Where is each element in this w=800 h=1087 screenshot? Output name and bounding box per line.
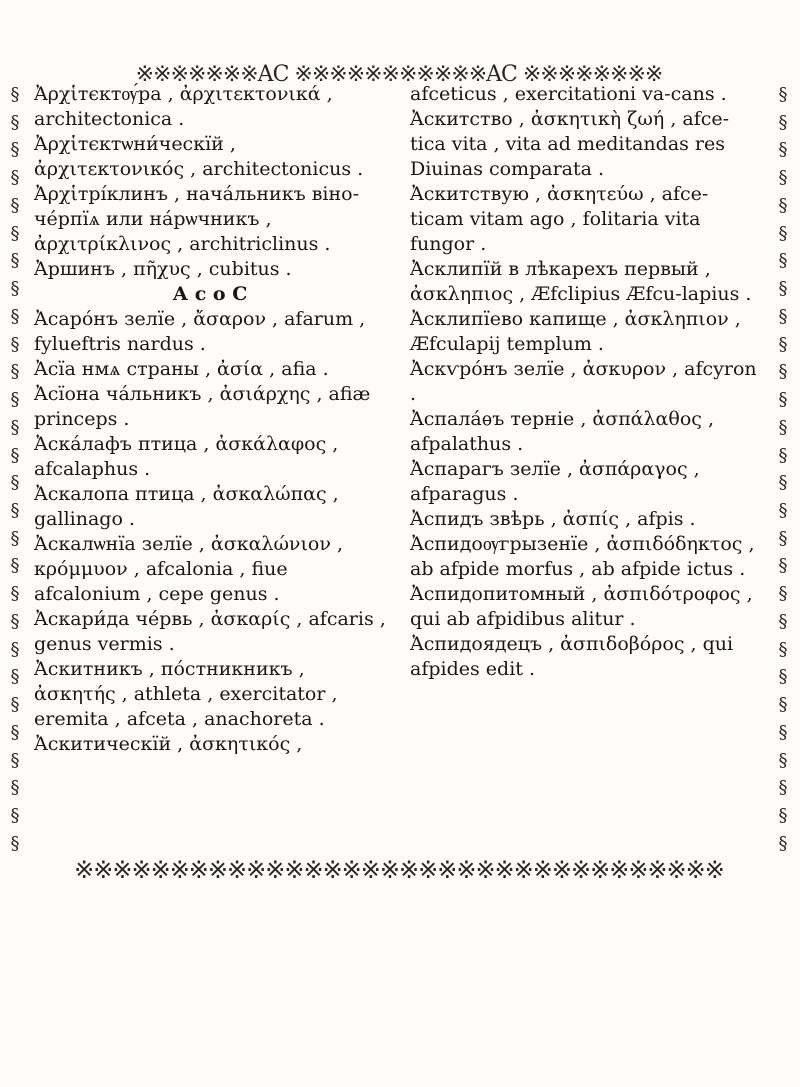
ornament-glyph: § [10, 444, 20, 466]
ornament-glyph: § [778, 500, 788, 522]
ornament-glyph: § [10, 278, 20, 300]
dictionary-entry: Ἀсїона ча́льникъ , ἀσιάρχης , afiæ princeps . [34, 383, 371, 430]
dictionary-entry: Ἀρχἱтєктѡни́ческїй , ἀρχιτεκτονικός , architectonicus . [34, 133, 364, 180]
ornament-glyph: § [778, 111, 788, 133]
dictionary-entry: Ἀспарагъ зелїе , ἀσπάραγος , afparagus . [410, 458, 700, 505]
ornament-glyph: § [778, 278, 788, 300]
ornament-glyph: § [10, 84, 20, 105]
section-heading: А с о С [172, 283, 248, 305]
ornament-glyph: § [10, 777, 20, 799]
ornament-glyph: § [10, 555, 20, 577]
ornament-glyph: § [10, 666, 20, 688]
ornament-glyph: § [10, 361, 20, 383]
ornament-glyph: § [778, 333, 788, 355]
dictionary-entry: Ἀскитствую , ἀσκητεύω , afce-ticam vitam ago , folitaria vita fungor . [410, 183, 709, 255]
ornament-glyph: § [10, 721, 20, 743]
dictionary-entry: Ἀсїа нмѧ страны , ἀσία , afia . [34, 358, 329, 380]
dictionary-entry: Ἀρχἱтєктѹ́ра , ἀρχιτεκτονικά , architectonica . [34, 83, 333, 130]
ornament-glyph: § [10, 832, 20, 854]
dictionary-entry: Ἀскалѡнїа зелїе , ἀσκαλώνιον , κρόμμυον , afcalonia , fiue afcalonium , cepe genus . [34, 533, 344, 605]
ornament-glyph: § [10, 749, 20, 771]
ornament-glyph: § [778, 832, 788, 854]
ornament-glyph: § [778, 777, 788, 799]
dictionary-entry: Ἀскитство , ἀσκητικὴ ζωή , afce-tica vita , vita ad meditandas res Diuinas comparata . [410, 108, 730, 180]
ornament-glyph: § [778, 694, 788, 716]
dictionary-entry: Ἀρχἱтрі́клинъ , нача́льникъ віно-че́рпїѧ или на́рѡчникъ , ἀρχιτρίκλινος , architriclinus . [34, 183, 360, 255]
ornament-glyph: § [778, 222, 788, 244]
dictionary-entry: Ἀскитическїй , ἀσκητικός , [34, 733, 303, 755]
ornament-glyph: § [10, 500, 20, 522]
ornament-glyph: § [778, 805, 788, 827]
ornament-glyph: § [778, 638, 788, 660]
left-ornament-border [4, 84, 26, 854]
ornament-glyph: § [10, 222, 20, 244]
ornament-glyph: § [10, 389, 20, 411]
ornament-glyph: § [778, 361, 788, 383]
ornament-glyph: § [778, 84, 788, 105]
ornament-glyph: § [778, 416, 788, 438]
ornament-glyph: § [778, 749, 788, 771]
dictionary-entry: afceticus , exercitationi va-cans . [410, 83, 727, 105]
ornament-glyph: § [10, 333, 20, 355]
dictionary-entry: Ἀршинъ , πῆχυς , cubitus . [34, 258, 292, 280]
ornament-glyph: § [10, 139, 20, 161]
ornament-glyph: § [10, 638, 20, 660]
dictionary-entry: Ἀскари́да че́рвь , ἀσκαρίς , afcaris , genus vermis . [34, 608, 386, 655]
dictionary-entry: Ἀсклипїй в лѣкарехъ первый , ἀσκληπιος , Æfclipius Æfcu-lapius . [410, 258, 752, 305]
top-ornament-border: ※※※※※※※AC ※※※※※※※※※※※AC ※※※※※※※※ [135, 61, 663, 87]
ornament-glyph: § [10, 111, 20, 133]
ornament-glyph: § [10, 694, 20, 716]
ornament-glyph: § [778, 555, 788, 577]
ornament-glyph: § [778, 444, 788, 466]
dictionary-entry: Ἀспидопитомный , ἀσπιδότροφος , qui ab afpidibus alitur . [410, 583, 753, 630]
left-column [34, 82, 386, 852]
dictionary-entry: Ἀспала́ѳъ терніе , ἀσπάλαθος , afpalathus . [410, 408, 714, 455]
ornament-glyph: § [10, 416, 20, 438]
ornament-glyph: § [10, 610, 20, 632]
ornament-glyph: § [10, 472, 20, 494]
ornament-glyph: § [10, 527, 20, 549]
ornament-glyph: § [778, 610, 788, 632]
dictionary-entry: Ἀспидоядецъ , ἀσπιδοβόρος , qui afpides edit . [410, 633, 734, 680]
ornament-glyph: § [778, 666, 788, 688]
ornament-glyph: § [778, 721, 788, 743]
ornament-glyph: § [778, 194, 788, 216]
dictionary-entry: Ἀска́лафъ птица , ἀσκάλαφος , afcalaphus . [34, 433, 339, 480]
ornament-glyph: § [10, 167, 20, 189]
dictionary-entry: Ἀскалопа птица , ἀσκαλώπας , gallinago . [34, 483, 339, 530]
right-ornament-border [772, 84, 794, 854]
ornament-glyph: § [778, 167, 788, 189]
ornament-glyph: § [10, 250, 20, 272]
ornament-glyph: § [778, 527, 788, 549]
ornament-glyph: § [778, 583, 788, 605]
bottom-ornament-border: ※※※※※※※※※※※※※※※※※※※※※※※※※※※※※※※※※※ [74, 856, 724, 884]
ornament-glyph: § [10, 805, 20, 827]
dictionary-entry: Ἀспидъ звѣрь , ἀσπίς , afpis . [410, 508, 696, 530]
ornament-glyph: § [778, 250, 788, 272]
dictionary-entry: Ἀсаро́нъ зелїе , ἄσαρον , afarum , fylueftris nardus . [34, 308, 366, 355]
right-column [410, 82, 762, 852]
ornament-glyph: § [778, 139, 788, 161]
ornament-glyph: § [778, 472, 788, 494]
dictionary-entry: Ἀсклипїево капище , ἀσκληπιον , Æfculapij templum . [410, 308, 741, 355]
dictionary-entry: Ἀскѵро́нъ зелїе , ἀσκυρον , afcyron . [410, 358, 757, 405]
dictionary-entry: Ἀспидоѹгрызенїе , ἀσπιδόδηκτος , ab afpide morfus , ab afpide ictus . [410, 533, 755, 580]
ornament-glyph: § [778, 389, 788, 411]
ornament-glyph: § [10, 583, 20, 605]
ornament-glyph: § [778, 305, 788, 327]
ornament-glyph: § [10, 305, 20, 327]
ornament-glyph: § [10, 194, 20, 216]
dictionary-entry: Ἀскитникъ , по́стникникъ , ἀσκητής , athleta , exercitator , eremita , afceta , anachoreta . [34, 658, 338, 730]
